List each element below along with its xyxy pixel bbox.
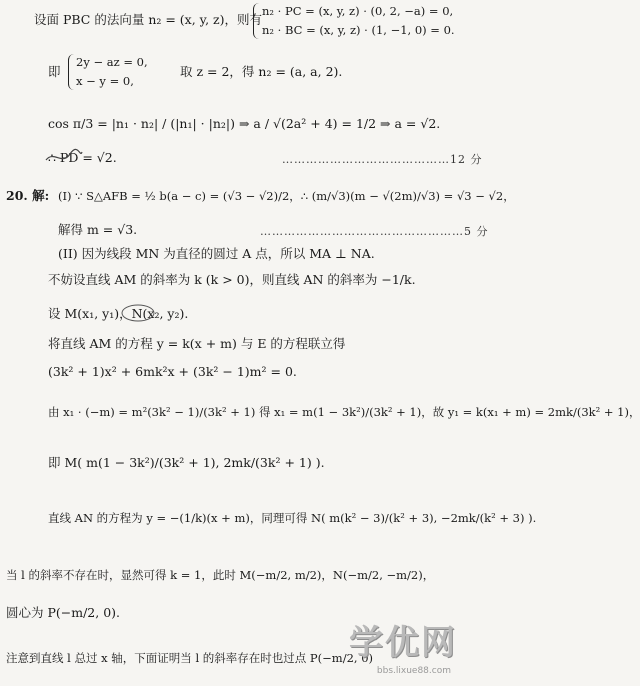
slope-assumption: 不妨设直线 AM 的斜率为 k (k > 0)，则直线 AN 的斜率为 −1/k.: [48, 272, 416, 287]
system-eq-1: 2y − az = 0,: [76, 55, 148, 69]
pd-result: ∴ PD = √2.: [48, 150, 117, 165]
system-brace-1: [253, 3, 260, 39]
part-1-area: (I) ∵ S△AFB = ½ b(a − c) = (√3 − √2)/2，∴ (m/√3)(m − √(2m)/√3) = √3 − √2，: [58, 189, 515, 203]
system-brace-2: [68, 54, 75, 90]
watermark-logo-text: 学优网: [349, 623, 457, 663]
normal-vector-intro: 设面 PBC 的法向量 n₂ = (x, y, z)，则有: [34, 12, 262, 27]
combine-equations: 将直线 AM 的方程 y = k(x + m) 与 E 的方程联立得: [48, 336, 346, 351]
quadratic-equation: (3k² + 1)x² + 6mk²x + (3k² − 1)m² = 0.: [48, 364, 297, 379]
handwritten-correction-icon: [120, 302, 156, 324]
no-slope-case: 当 l 的斜率不存在时，显然可得 k = 1，此时 M(−m/2, m/2)，N(−m/2, −m/2)，: [6, 568, 435, 582]
system-prefix: 即: [48, 64, 61, 79]
problem-20-label: 20. 解:: [6, 188, 50, 203]
circle-center: 圆心为 P(−m/2, 0).: [6, 605, 121, 620]
normal-vector-result: 取 z = 2，得 n₂ = (a, a, 2).: [180, 64, 343, 79]
point-m: 即 M( m(1 − 3k²)/(3k² + 1), 2mk/(3k² + 1) ).: [48, 455, 325, 470]
note-line-through-p: 注意到直线 l 总过 x 轴，下面证明当 l 的斜率存在时也过点 P(−m/2, 0): [6, 651, 373, 665]
dot-product-bc: n₂ · BC = (x, y, z) · (1, −1, 0) = 0.: [262, 23, 455, 37]
dot-product-pc: n₂ · PC = (x, y, z) · (0, 2, −a) = 0,: [262, 4, 454, 18]
watermark-url: bbs.lixue88.com: [376, 666, 451, 676]
vieta-result: 由 x₁ · (−m) = m²(3k² − 1)/(3k² + 1) 得 x₁ = m(1 − 3k²)/(3k² + 1)，故 y₁ = k(x₁ + m) = 2mk/(3k² + 1)，: [48, 405, 640, 419]
score-5: ……………………………………………5 分: [260, 225, 489, 238]
line-an-equation: 直线 AN 的方程为 y = −(1/k)(x + m)，同理可得 N( m(k² − 3)/(k² + 3), −2mk/(k² + 3) ).: [48, 511, 537, 525]
watermark-logo: [311, 620, 461, 680]
handwritten-scribble-icon: [44, 146, 84, 168]
part-2-intro: (II) 因为线段 MN 为直径的圆过 A 点，所以 MA ⊥ NA.: [58, 246, 375, 261]
score-12: ……………………………………12 分: [282, 153, 483, 166]
cosine-equation: cos π/3 = |n₁ · n₂| / (|n₁| · |n₂|) ⇒ a / √(2a² + 4) = 1/2 ⇒ a = √2.: [48, 116, 441, 131]
system-eq-2: x − y = 0,: [76, 74, 134, 88]
solve-m: 解得 m = √3.: [58, 222, 138, 237]
points-definition: 设 M(x₁, y₁)，N(x₂, y₂).: [48, 306, 189, 321]
